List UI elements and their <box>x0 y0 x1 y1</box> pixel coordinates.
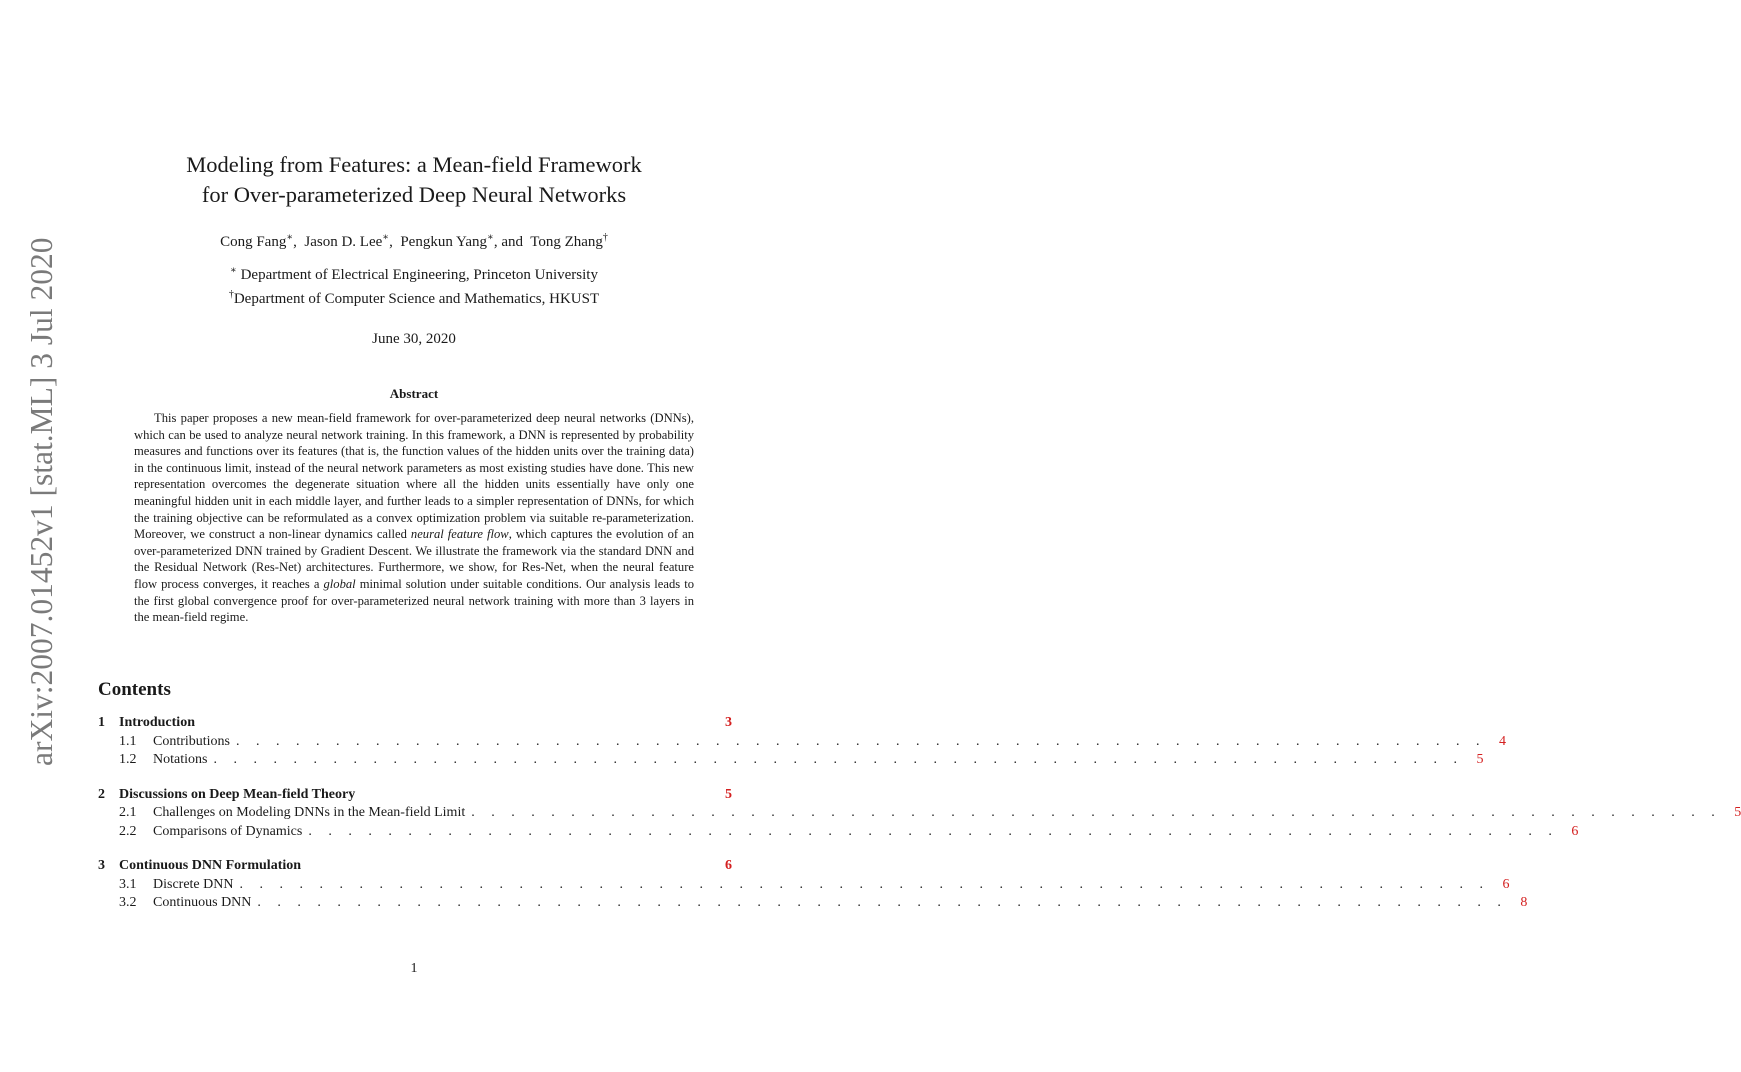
toc-number: 1.1 <box>119 733 137 749</box>
title-line-2: for Over-parameterized Deep Neural Networks <box>201 182 627 207</box>
arxiv-stamp <box>18 237 66 766</box>
toc-number: 2 <box>98 786 105 802</box>
author-name: Jason D. Lee <box>304 234 383 250</box>
toc-entry[interactable] <box>98 894 1528 913</box>
toc-entry[interactable] <box>98 857 732 876</box>
toc-number: 2.1 <box>119 805 137 820</box>
dot-leader: . . . . . . . . . . . . . . . . . . . . . . . . . . . . . . . . . . . . . . . . . . . . . . . . . . . . . . . . . . . . . . . <box>308 823 1559 839</box>
toc-page-link[interactable]: 6 <box>725 858 732 873</box>
toc-number: 3.2 <box>119 895 137 910</box>
affiliation-mark: † <box>228 289 234 300</box>
affiliation-text: Department of Electrical Engineering, Princeton University <box>236 267 598 283</box>
toc-section <box>98 857 1528 913</box>
abstract-heading: Abstract <box>389 386 439 401</box>
toc-entry[interactable] <box>98 714 732 733</box>
abstract-text: , which captures the evolution of an over-parameterized DNN trained by Gradient Descent. We illustrate the framework via the standard DNN and the Residual Network (Res-Net) architectures. Furthermore, we show, for Res-Net, when the neural feature flow process converges, it reaches a <box>134 527 695 591</box>
toc-page-link[interactable]: 6 <box>1571 823 1579 839</box>
dot-leader: . . . . . . . . . . . . . . . . . . . . . . . . . . . . . . . . . . . . . . . . . . . . . . . . . . . . . . . . . . . . . . . <box>213 752 1464 767</box>
affiliation-text: Department of Computer Science and Mathematics, HKUST <box>233 291 600 307</box>
dot-leader: . . . . . . . . . . . . . . . . . . . . . . . . . . . . . . . . . . . . . . . . . . . . . . . . . . . . . . . . . . . . . . . <box>239 876 1490 892</box>
affiliation-line <box>0 261 828 285</box>
author-mark: ∗ <box>382 232 390 243</box>
affiliation-line <box>0 285 828 309</box>
toc-number: 1.2 <box>119 752 137 767</box>
author-name: Tong Zhang <box>530 234 603 250</box>
toc-title: Contributions <box>153 733 231 749</box>
toc-title: Continuous DNN <box>153 895 252 910</box>
dot-leader: . . . . . . . . . . . . . . . . . . . . . . . . . . . . . . . . . . . . . . . . . . . . . . . . . . . . . . . . . . . . . . . <box>471 805 1722 820</box>
abstract-paragraph <box>134 410 694 626</box>
contents-heading: Contents <box>98 679 171 700</box>
toc-entry[interactable] <box>98 786 732 805</box>
toc-section <box>98 786 1741 842</box>
affiliation-mark: ∗ <box>230 265 237 276</box>
author-name: Pengkun Yang <box>400 234 488 250</box>
toc-section <box>98 714 1507 770</box>
title-line-1: Modeling from Features: a Mean-field Framework <box>186 152 642 177</box>
abstract-body <box>134 410 694 626</box>
toc-entry[interactable] <box>98 751 1484 770</box>
toc-entry[interactable] <box>98 804 1741 823</box>
toc-title: Notations <box>153 752 208 767</box>
author-mark: ∗ <box>286 232 294 243</box>
toc-number: 1 <box>98 715 105 730</box>
toc-number: 3.1 <box>119 876 137 892</box>
arxiv-stamp-text: arXiv:2007.01452v1 [stat.ML] 3 Jul 2020 <box>24 237 59 766</box>
author-mark: † <box>602 232 608 243</box>
paper-date: June 30, 2020 <box>372 331 456 347</box>
toc-page-link[interactable]: 5 <box>1734 805 1741 820</box>
abstract-emphasis: neural feature flow <box>410 527 509 542</box>
toc-title: Comparisons of Dynamics <box>153 823 303 839</box>
toc-title: Continuous DNN Formulation <box>119 858 302 873</box>
affiliations <box>0 261 828 309</box>
toc-entry[interactable] <box>98 823 1579 842</box>
abstract-text: This paper proposes a new mean-field framework for over-parameterized deep neural networks (DNNs), which can be used to analyze neural network training. In this framework, a DNN is represented by probability measures and functions over its features (that is, the function values of the hidden units over the training data) in the continuous limit, instead of the neural network parameters as most existing studies have done. This new representation overcomes the degenerate situation where all the hidden units essentially have only one meaningful hidden unit in each middle layer, and further leads to a simpler representation of DNNs, for which the training objective can be reformulated as a convex optimization problem via suitable re-parameterization. Moreover, we construct a non-linear dynamics called <box>134 411 694 542</box>
dot-leader: . . . . . . . . . . . . . . . . . . . . . . . . . . . . . . . . . . . . . . . . . . . . . . . . . . . . . . . . . . . . . . . <box>257 895 1508 910</box>
toc-title: Challenges on Modeling DNNs in the Mean-field Limit <box>153 805 466 820</box>
author-list <box>0 228 828 252</box>
toc-page-link[interactable]: 8 <box>1520 895 1528 910</box>
toc-title: Discussions on Deep Mean-field Theory <box>119 786 356 802</box>
toc-entry[interactable] <box>98 876 1510 895</box>
table-of-contents <box>98 714 1741 929</box>
author-separator: , <box>293 234 305 250</box>
toc-number: 2.2 <box>119 823 137 839</box>
toc-page-link[interactable]: 4 <box>1499 733 1507 749</box>
abstract-emphasis: global <box>323 576 356 591</box>
toc-title: Introduction <box>119 715 195 730</box>
author-name: Cong Fang <box>220 234 287 250</box>
toc-entry[interactable] <box>98 733 1507 752</box>
page-number: 1 <box>410 961 418 976</box>
author-separator: , <box>389 234 401 250</box>
toc-page-link[interactable]: 6 <box>1502 876 1510 892</box>
dot-leader: . . . . . . . . . . . . . . . . . . . . . . . . . . . . . . . . . . . . . . . . . . . . . . . . . . . . . . . . . . . . . . . <box>236 733 1487 749</box>
author-separator: , and <box>493 234 531 250</box>
toc-page-link[interactable]: 5 <box>725 786 732 802</box>
abstract-text: minimal solution under suitable conditions. Our analysis leads to the first global convergence proof for over-parameterized neural network training with more than 3 layers in the mean-field regime. <box>134 576 694 625</box>
paper-title <box>0 150 828 210</box>
toc-title: Discrete DNN <box>153 876 234 892</box>
toc-page-link[interactable]: 3 <box>725 715 732 730</box>
toc-number: 3 <box>98 858 105 873</box>
author-mark: ∗ <box>487 232 494 243</box>
toc-page-link[interactable]: 5 <box>1476 752 1484 767</box>
